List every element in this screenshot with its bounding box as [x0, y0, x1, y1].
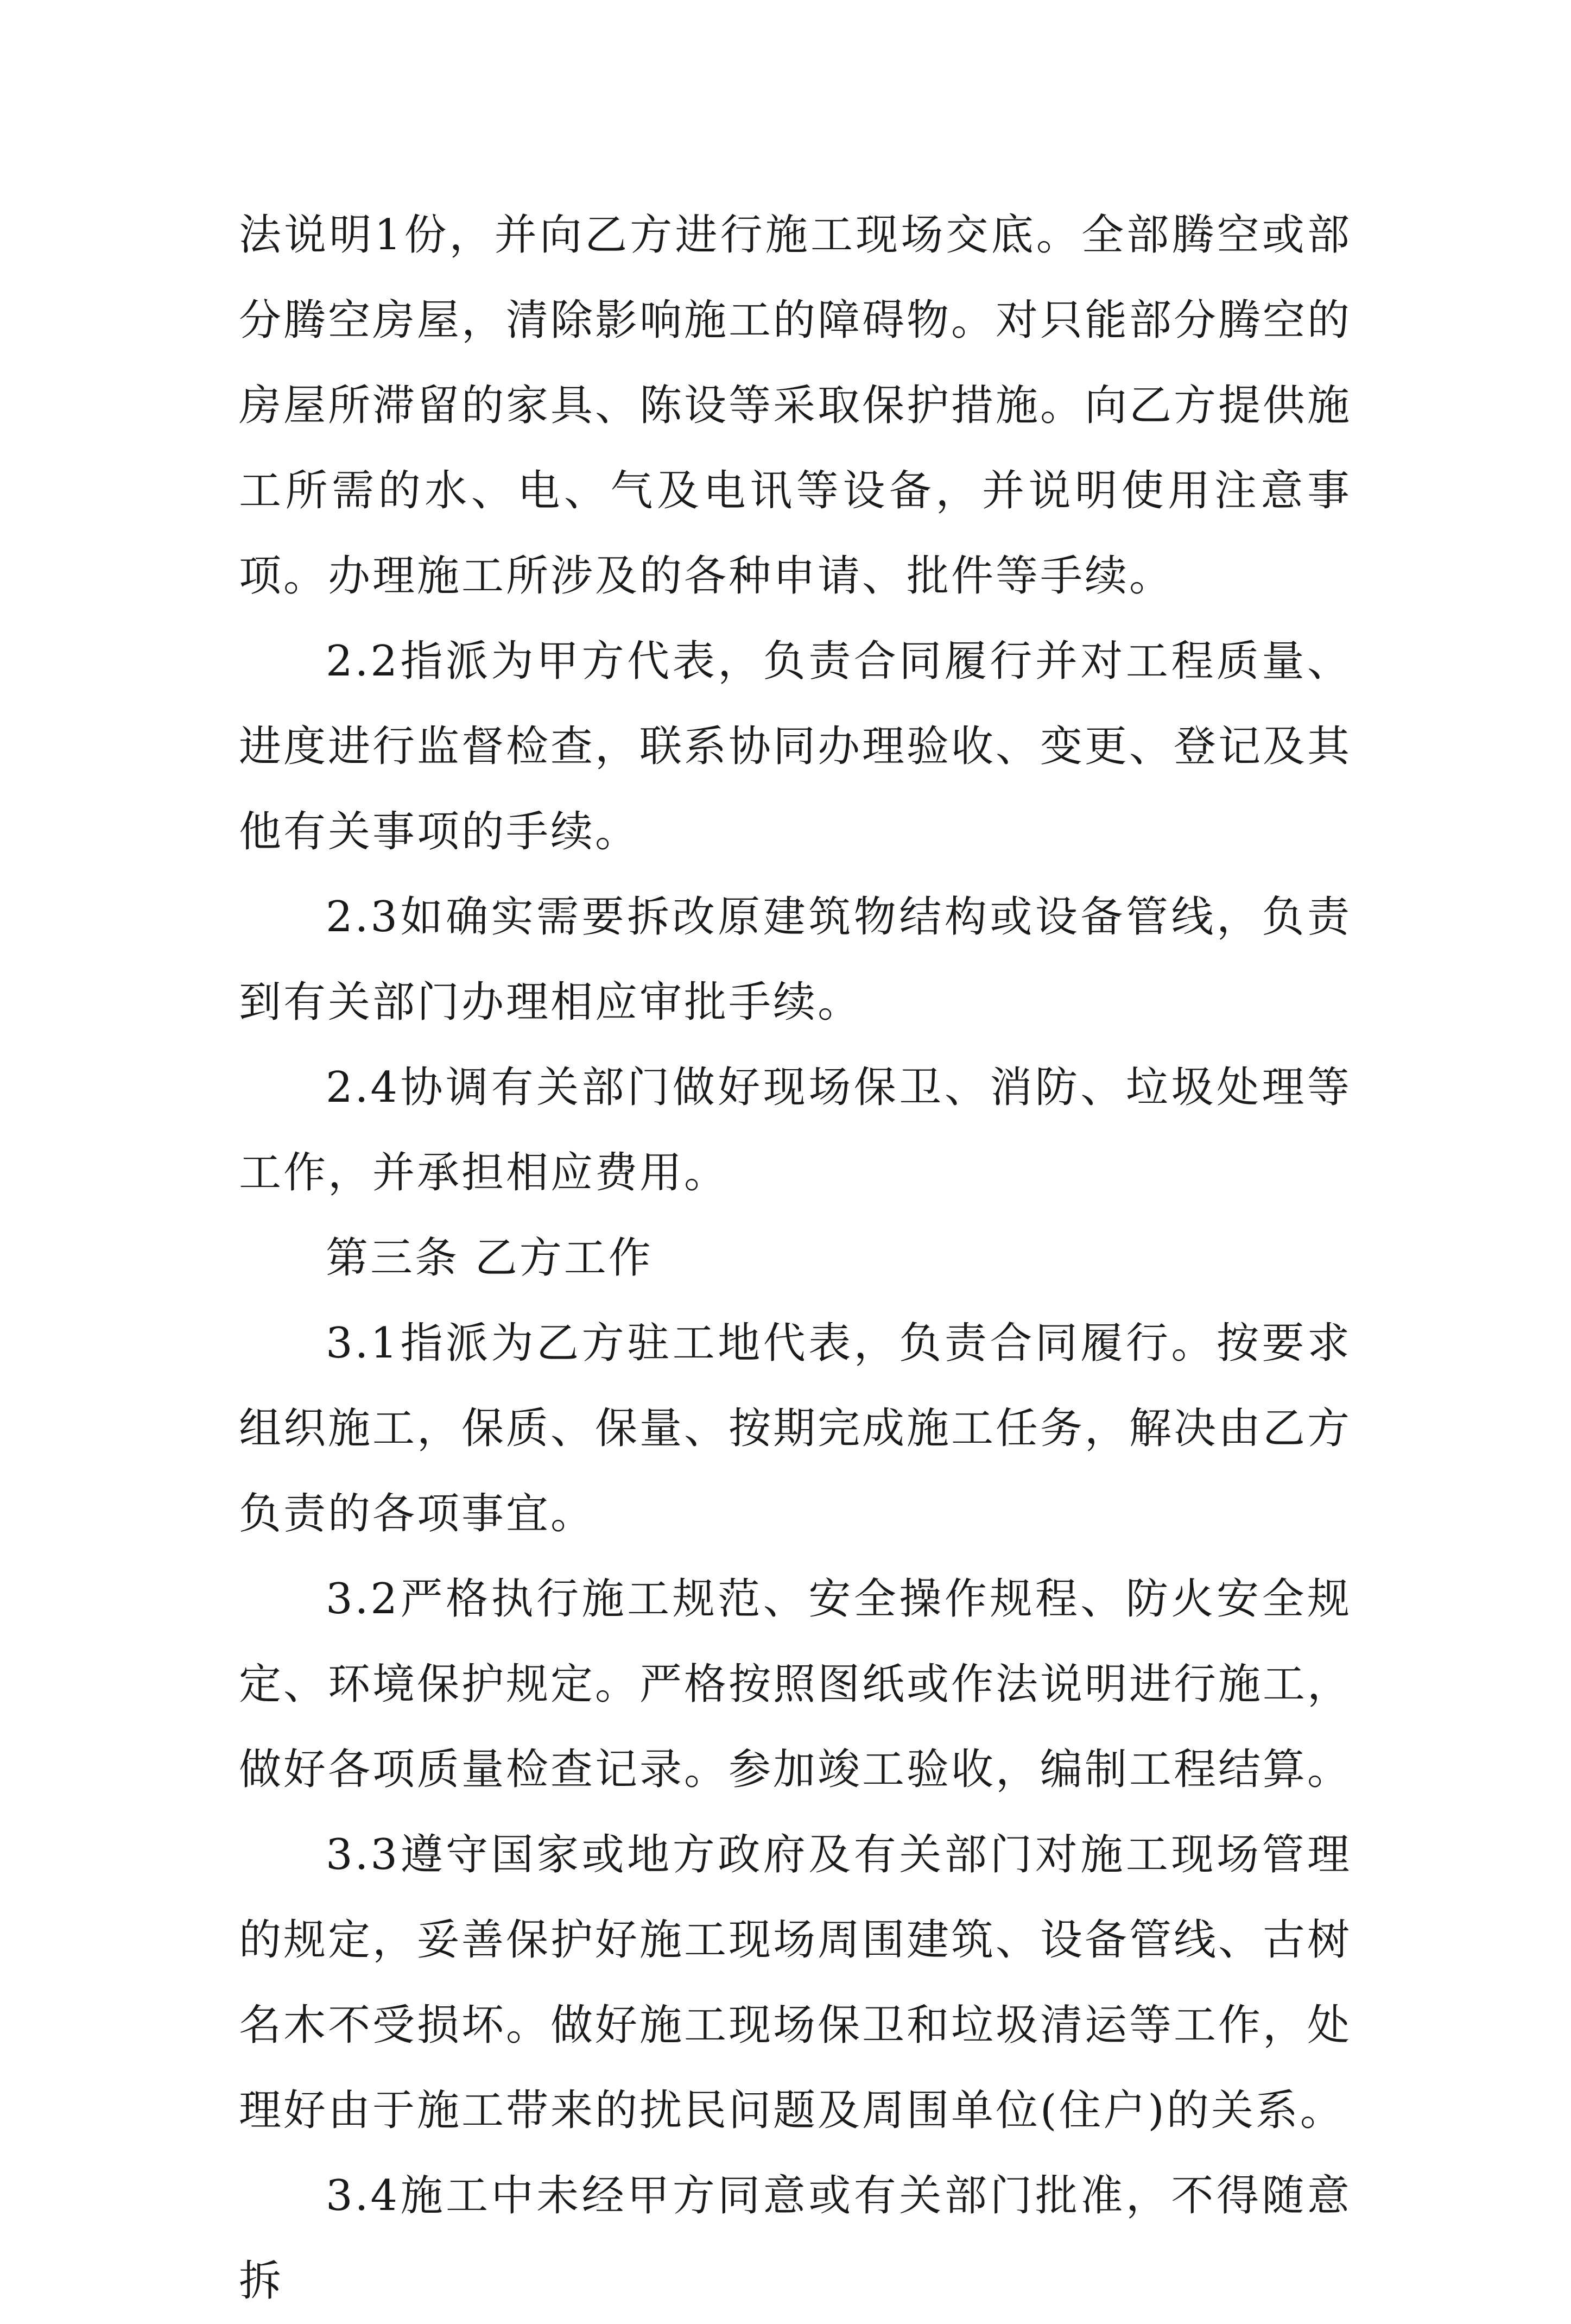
- paragraph-2-4: 2.4协调有关部门做好现场保卫、消防、垃圾处理等工作，并承担相应费用。: [239, 1063, 1352, 1197]
- paragraph-3-3: 3.3遵守国家或地方政府及有关部门对施工现场管理的规定，妥善保护好施工现场周围建筑、设备管线、古树名木不受损坏。做好施工现场保卫和垃圾清运等工作，处理好由于施工带来的扰民问题及周围单位(住户)的关系。: [239, 1830, 1352, 2135]
- section-heading-article-3: 第三条 乙方工作: [326, 1234, 653, 1283]
- paragraph-2-2: 2.2指派为甲方代表，负责合同履行并对工程质量、进度进行监督检查，联系协同办理验收、变更、登记及其他有关事项的手续。: [239, 637, 1352, 856]
- paragraph-3-2: 3.2严格执行施工规范、安全操作规程、防火安全规定、环境保护规定。严格按照图纸或作法说明进行施工，做好各项质量检查记录。参加竣工验收，编制工程结算。: [239, 1575, 1352, 1794]
- paragraph-2-3: 2.3如确实需要拆改原建筑物结构或设备管线，负责到有关部门办理相应审批手续。: [239, 893, 1352, 1027]
- paragraph-3-4: 3.4施工中未经甲方同意或有关部门批准，不得随意拆: [239, 2171, 1352, 2306]
- paragraph-continuation: 法说明1份，并向乙方进行施工现场交底。全部腾空或部分腾空房屋，清除影响施工的障碍物。对只能部分腾空的房屋所滞留的家具、陈设等采取保护措施。向乙方提供施工所需的水、电、气及电讯等设备，并说明使用注意事项。办理施工所涉及的各种申请、批件等手续。: [239, 211, 1352, 601]
- document-body: [239, 193, 1352, 2324]
- paragraph-3-1: 3.1指派为乙方驻工地代表，负责合同履行。按要求组织施工，保质、保量、按期完成施工任务，解决由乙方负责的各项事宜。: [239, 1319, 1352, 1538]
